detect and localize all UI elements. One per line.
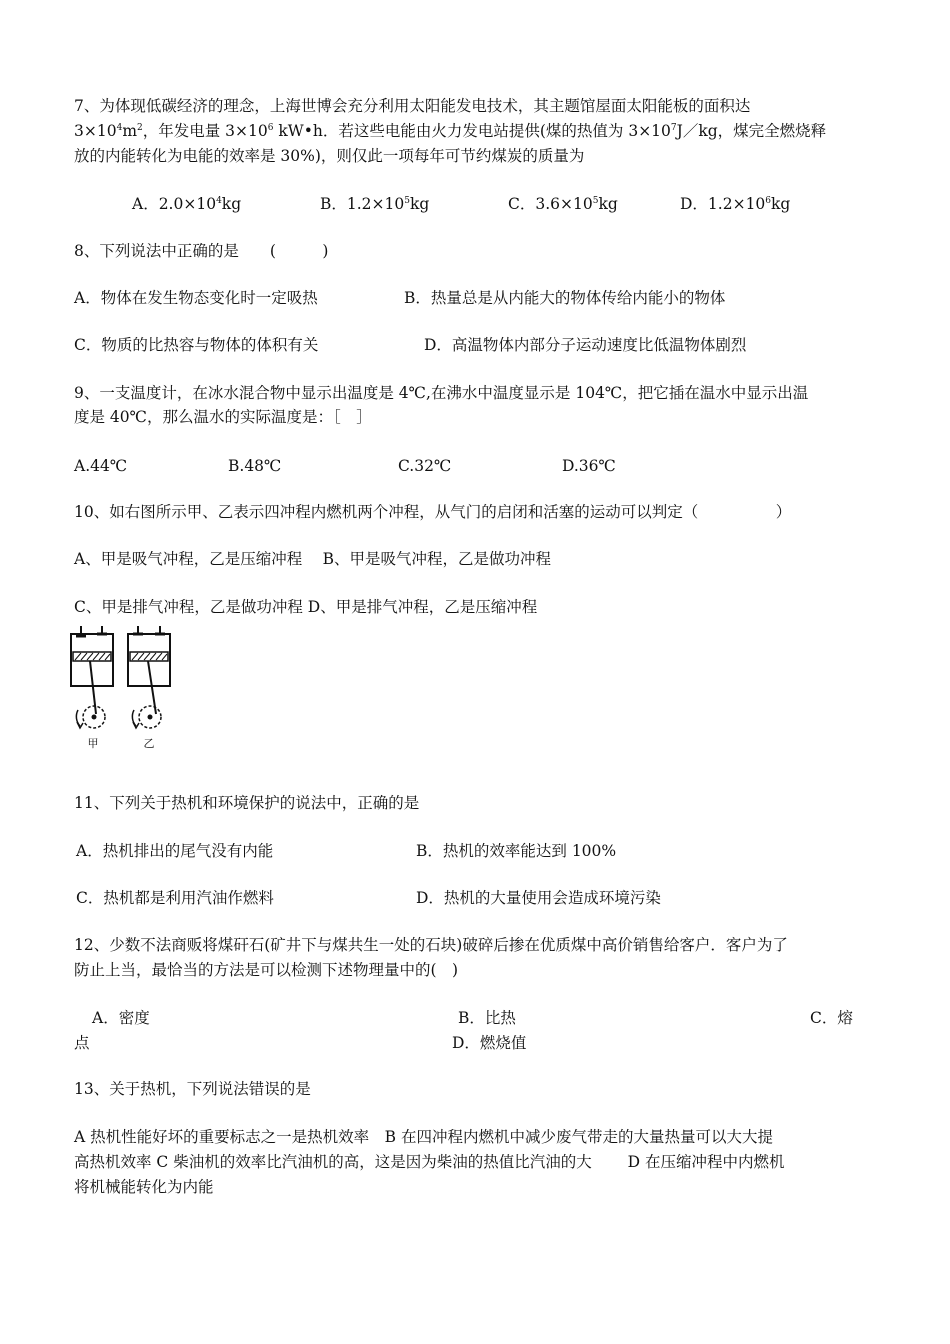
q7-text: 3×10 [74, 122, 117, 140]
q12-option-c-cont: 点 [74, 1034, 90, 1052]
q13-line-3: 将机械能转化为内能 [74, 1178, 214, 1196]
q8-option-b: B．热量总是从内能大的物体传给内能小的物体 [404, 289, 726, 307]
q11-option-c: C．热机都是利用汽油作燃料 [76, 889, 274, 907]
q12-line-2: 防止上当，最恰当的方法是可以检测下述物理量中的( ) [74, 961, 459, 979]
q8-option-d: D．高温物体内部分子运动速度比低温物体剧烈 [424, 336, 747, 354]
q7-text: J／kg，煤完全燃烧释 [676, 122, 827, 140]
q7-option-sup: 5 [404, 195, 410, 206]
q9-option-c: C.32℃ [398, 457, 452, 475]
engine-stroke-diagram [66, 622, 176, 752]
q7-line-2 [74, 120, 884, 142]
q12-line-1: 12、少数不法商贩将煤矸石(矿井下与煤共生一处的石块)破碎后掺在优质煤中高价销售给客户．客户为了 [74, 936, 788, 954]
q10-stem: 10、如右图所示甲、乙表示四冲程内燃机两个冲程，从气门的启闭和活塞的运动可以判定（ ） [74, 503, 792, 521]
q7-line-3: 放的内能转化为电能的效率是 30%)，则仅此一项每年可节约煤炭的质量为 [74, 147, 585, 165]
q7-option-sup: 4 [216, 195, 222, 206]
q11-stem: 11、下列关于热机和环境保护的说法中，正确的是 [74, 794, 420, 812]
q12-option-c: C．熔 [810, 1009, 853, 1027]
q8-stem: 8、下列说法中正确的是 ( ) [74, 242, 329, 260]
q13-line-2: 高热机效率 C 柴油机的效率比汽油机的高，这是因为柴油的热值比汽油的大 D 在压缩冲程中内燃机 [74, 1153, 785, 1171]
q7-sup: 4 [116, 122, 123, 133]
q12-option-b: B．比热 [458, 1009, 516, 1027]
q7-option-unit: kg [771, 195, 791, 213]
q9-line-1: 9、一支温度计，在冰水混合物中显示出温度是 4℃,在沸水中温度显示是 104℃，把它插在温水中显示出温 [74, 384, 809, 402]
q12-option-a: A．密度 [92, 1009, 150, 1027]
crank-yi-center [148, 715, 153, 720]
label-yi: 乙 [143, 737, 155, 750]
q13-stem: 13、关于热机，下列说法错误的是 [74, 1080, 311, 1098]
q9-line-2: 度是 40℃，那么温水的实际温度是：［ ］ [74, 408, 372, 426]
q7-sup: 2 [137, 122, 143, 133]
q7-sup: 6 [267, 122, 274, 133]
q7-option-text: C．3.6×10 [508, 195, 593, 213]
q7-option-unit: kg [410, 195, 430, 213]
q7-sup: 7 [670, 122, 677, 133]
q9-option-b: B.48℃ [228, 457, 282, 475]
q7-option-text: B．1.2×10 [320, 195, 405, 213]
q7-option-sup: 5 [592, 195, 599, 206]
q7-option-sup: 6 [765, 195, 772, 206]
q7-text: m [122, 122, 138, 140]
q11-option-a: A．热机排出的尾气没有内能 [76, 842, 274, 860]
cylinder-yi-group [128, 626, 170, 728]
q11-option-b: B．热机的效率能达到 100% [416, 842, 617, 860]
q7-option-text: D．1.2×10 [680, 195, 766, 213]
q7-text: kW•h．若这些电能由火力发电站提供(煤的热值为 3×10 [273, 122, 671, 140]
label-jia: 甲 [87, 737, 99, 750]
q9-option-d: D.36℃ [562, 457, 616, 475]
q8-option-a: A．物体在发生物态变化时一定吸热 [74, 289, 318, 307]
crank-jia-center [92, 715, 97, 720]
q7-option-unit: kg [598, 195, 618, 213]
q11-option-d: D．热机的大量使用会造成环境污染 [416, 889, 661, 907]
q7-text: ，年发电量 3×10 [142, 122, 268, 140]
cylinder-jia-group [71, 626, 113, 728]
q7-option-unit: kg [221, 195, 242, 213]
q8-option-c: C．物质的比热容与物体的体积有关 [74, 336, 319, 354]
q9-option-a: A.44℃ [74, 457, 128, 475]
q7-option-d [680, 193, 790, 215]
q7-option-a [132, 193, 241, 215]
q12-option-d: D．燃烧值 [452, 1034, 527, 1052]
q7-option-b [320, 193, 429, 215]
q10-options-ab: A、甲是吸气冲程，乙是压缩冲程 B、甲是吸气冲程，乙是做功冲程 [74, 550, 552, 568]
q13-line-1: A 热机性能好坏的重要标志之一是热机效率 B 在四冲程内燃机中减少废气带走的大量热量可以大大提 [74, 1128, 773, 1146]
q7-line-1: 7、为体现低碳经济的理念，上海世博会充分利用太阳能发电技术，其主题馆屋面太阳能板的面积达 [74, 97, 751, 115]
q7-option-c [508, 193, 618, 215]
q10-options-cd: C、甲是排气冲程，乙是做功冲程 D、甲是排气冲程，乙是压缩冲程 [74, 598, 538, 616]
q7-option-text: A．2.0×10 [132, 195, 217, 213]
